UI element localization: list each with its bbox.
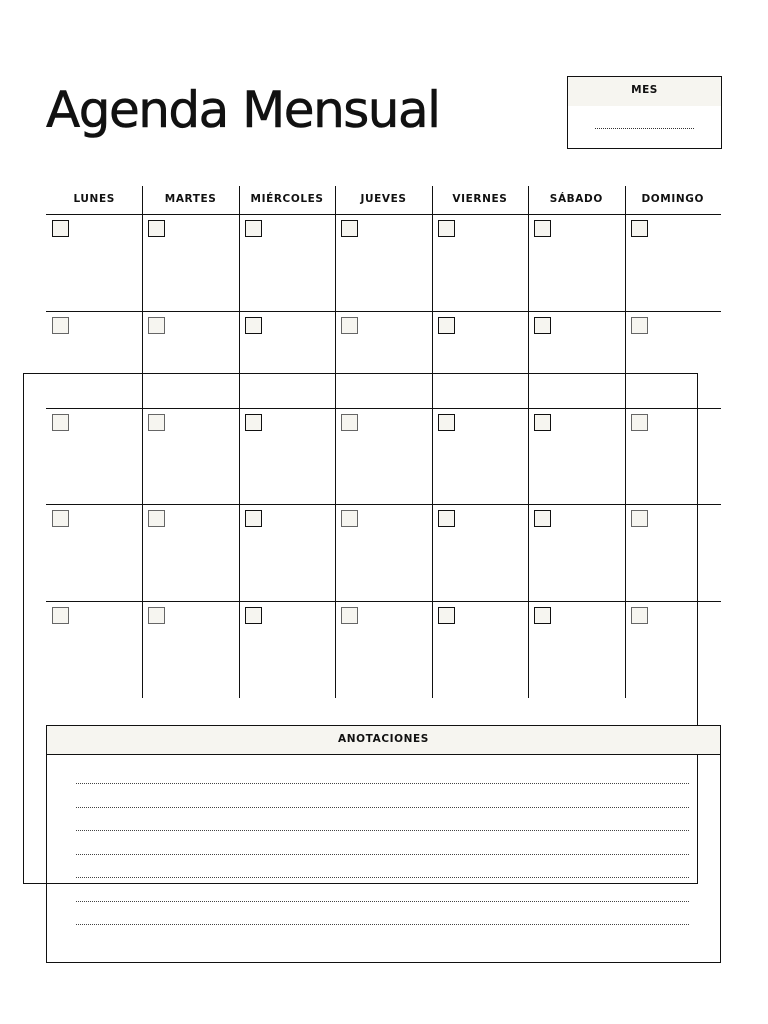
day-checkbox[interactable] [534,317,551,334]
day-checkbox[interactable] [534,220,551,237]
day-checkbox[interactable] [341,317,358,334]
day-cell[interactable] [46,214,142,311]
day-checkbox[interactable] [438,510,455,527]
day-checkbox[interactable] [438,414,455,431]
day-cell[interactable] [335,504,431,601]
day-cell[interactable] [239,311,335,408]
notes-section [46,725,721,963]
day-checkbox[interactable] [534,510,551,527]
day-cell[interactable] [335,408,431,505]
day-checkbox[interactable] [245,607,262,624]
day-cell[interactable] [335,311,431,408]
day-checkbox[interactable] [631,607,648,624]
day-cell[interactable] [625,311,721,408]
day-checkbox[interactable] [534,414,551,431]
note-line[interactable] [76,783,689,784]
day-checkbox[interactable] [631,510,648,527]
day-header-monday: LUNES [73,193,115,205]
day-checkbox[interactable] [245,220,262,237]
day-checkbox[interactable] [534,607,551,624]
day-cell[interactable] [625,214,721,311]
page-title: Agenda Mensual [46,81,440,139]
note-line[interactable] [76,924,689,925]
day-cell[interactable] [528,214,624,311]
day-header-tuesday: MARTES [164,193,217,205]
month-box [567,76,722,149]
day-cell[interactable] [335,214,431,311]
day-checkbox[interactable] [341,510,358,527]
day-cell[interactable] [432,311,528,408]
calendar-grid [46,214,721,698]
day-cell[interactable] [46,601,142,698]
note-line[interactable] [76,901,689,902]
note-line[interactable] [76,807,689,808]
day-checkbox[interactable] [245,317,262,334]
day-checkbox[interactable] [52,414,69,431]
note-line[interactable] [76,830,689,831]
note-line[interactable] [76,877,689,878]
day-checkbox[interactable] [245,414,262,431]
day-cell[interactable] [432,408,528,505]
day-cell[interactable] [335,601,431,698]
day-checkbox[interactable] [438,607,455,624]
day-checkbox[interactable] [341,414,358,431]
day-checkbox[interactable] [148,510,165,527]
day-cell[interactable] [239,601,335,698]
day-cell[interactable] [625,408,721,505]
day-checkbox[interactable] [52,220,69,237]
day-checkbox[interactable] [438,317,455,334]
day-cell[interactable] [239,504,335,601]
day-checkbox[interactable] [245,510,262,527]
day-checkbox[interactable] [341,607,358,624]
weekday-header-row [46,186,721,214]
day-header-sunday: DOMINGO [641,193,704,205]
note-line[interactable] [76,854,689,855]
day-cell[interactable] [46,408,142,505]
day-cell[interactable] [142,504,238,601]
day-header-friday: VIERNES [452,193,508,205]
month-write-line[interactable] [595,128,694,129]
day-cell[interactable] [528,311,624,408]
day-cell[interactable] [625,504,721,601]
day-checkbox[interactable] [631,220,648,237]
day-cell[interactable] [142,311,238,408]
day-cell[interactable] [142,408,238,505]
day-cell[interactable] [432,214,528,311]
day-cell[interactable] [46,504,142,601]
day-checkbox[interactable] [148,220,165,237]
day-checkbox[interactable] [52,317,69,334]
day-checkbox[interactable] [148,414,165,431]
day-checkbox[interactable] [341,220,358,237]
day-cell[interactable] [239,408,335,505]
day-cell[interactable] [142,601,238,698]
day-checkbox[interactable] [148,317,165,334]
day-cell[interactable] [239,214,335,311]
day-cell[interactable] [46,311,142,408]
day-header-saturday: SÁBADO [549,193,603,205]
day-checkbox[interactable] [52,607,69,624]
day-cell[interactable] [625,601,721,698]
day-checkbox[interactable] [52,510,69,527]
day-checkbox[interactable] [631,414,648,431]
month-label: MES [568,77,721,106]
day-header-thursday: JUEVES [360,193,407,205]
day-header-wednesday: MIÉRCOLES [250,193,324,205]
day-cell[interactable] [528,601,624,698]
day-cell[interactable] [432,504,528,601]
day-checkbox[interactable] [631,317,648,334]
notes-title: ANOTACIONES [47,726,720,755]
day-cell[interactable] [432,601,528,698]
day-checkbox[interactable] [148,607,165,624]
day-cell[interactable] [528,408,624,505]
day-cell[interactable] [142,214,238,311]
day-cell[interactable] [528,504,624,601]
day-checkbox[interactable] [438,220,455,237]
